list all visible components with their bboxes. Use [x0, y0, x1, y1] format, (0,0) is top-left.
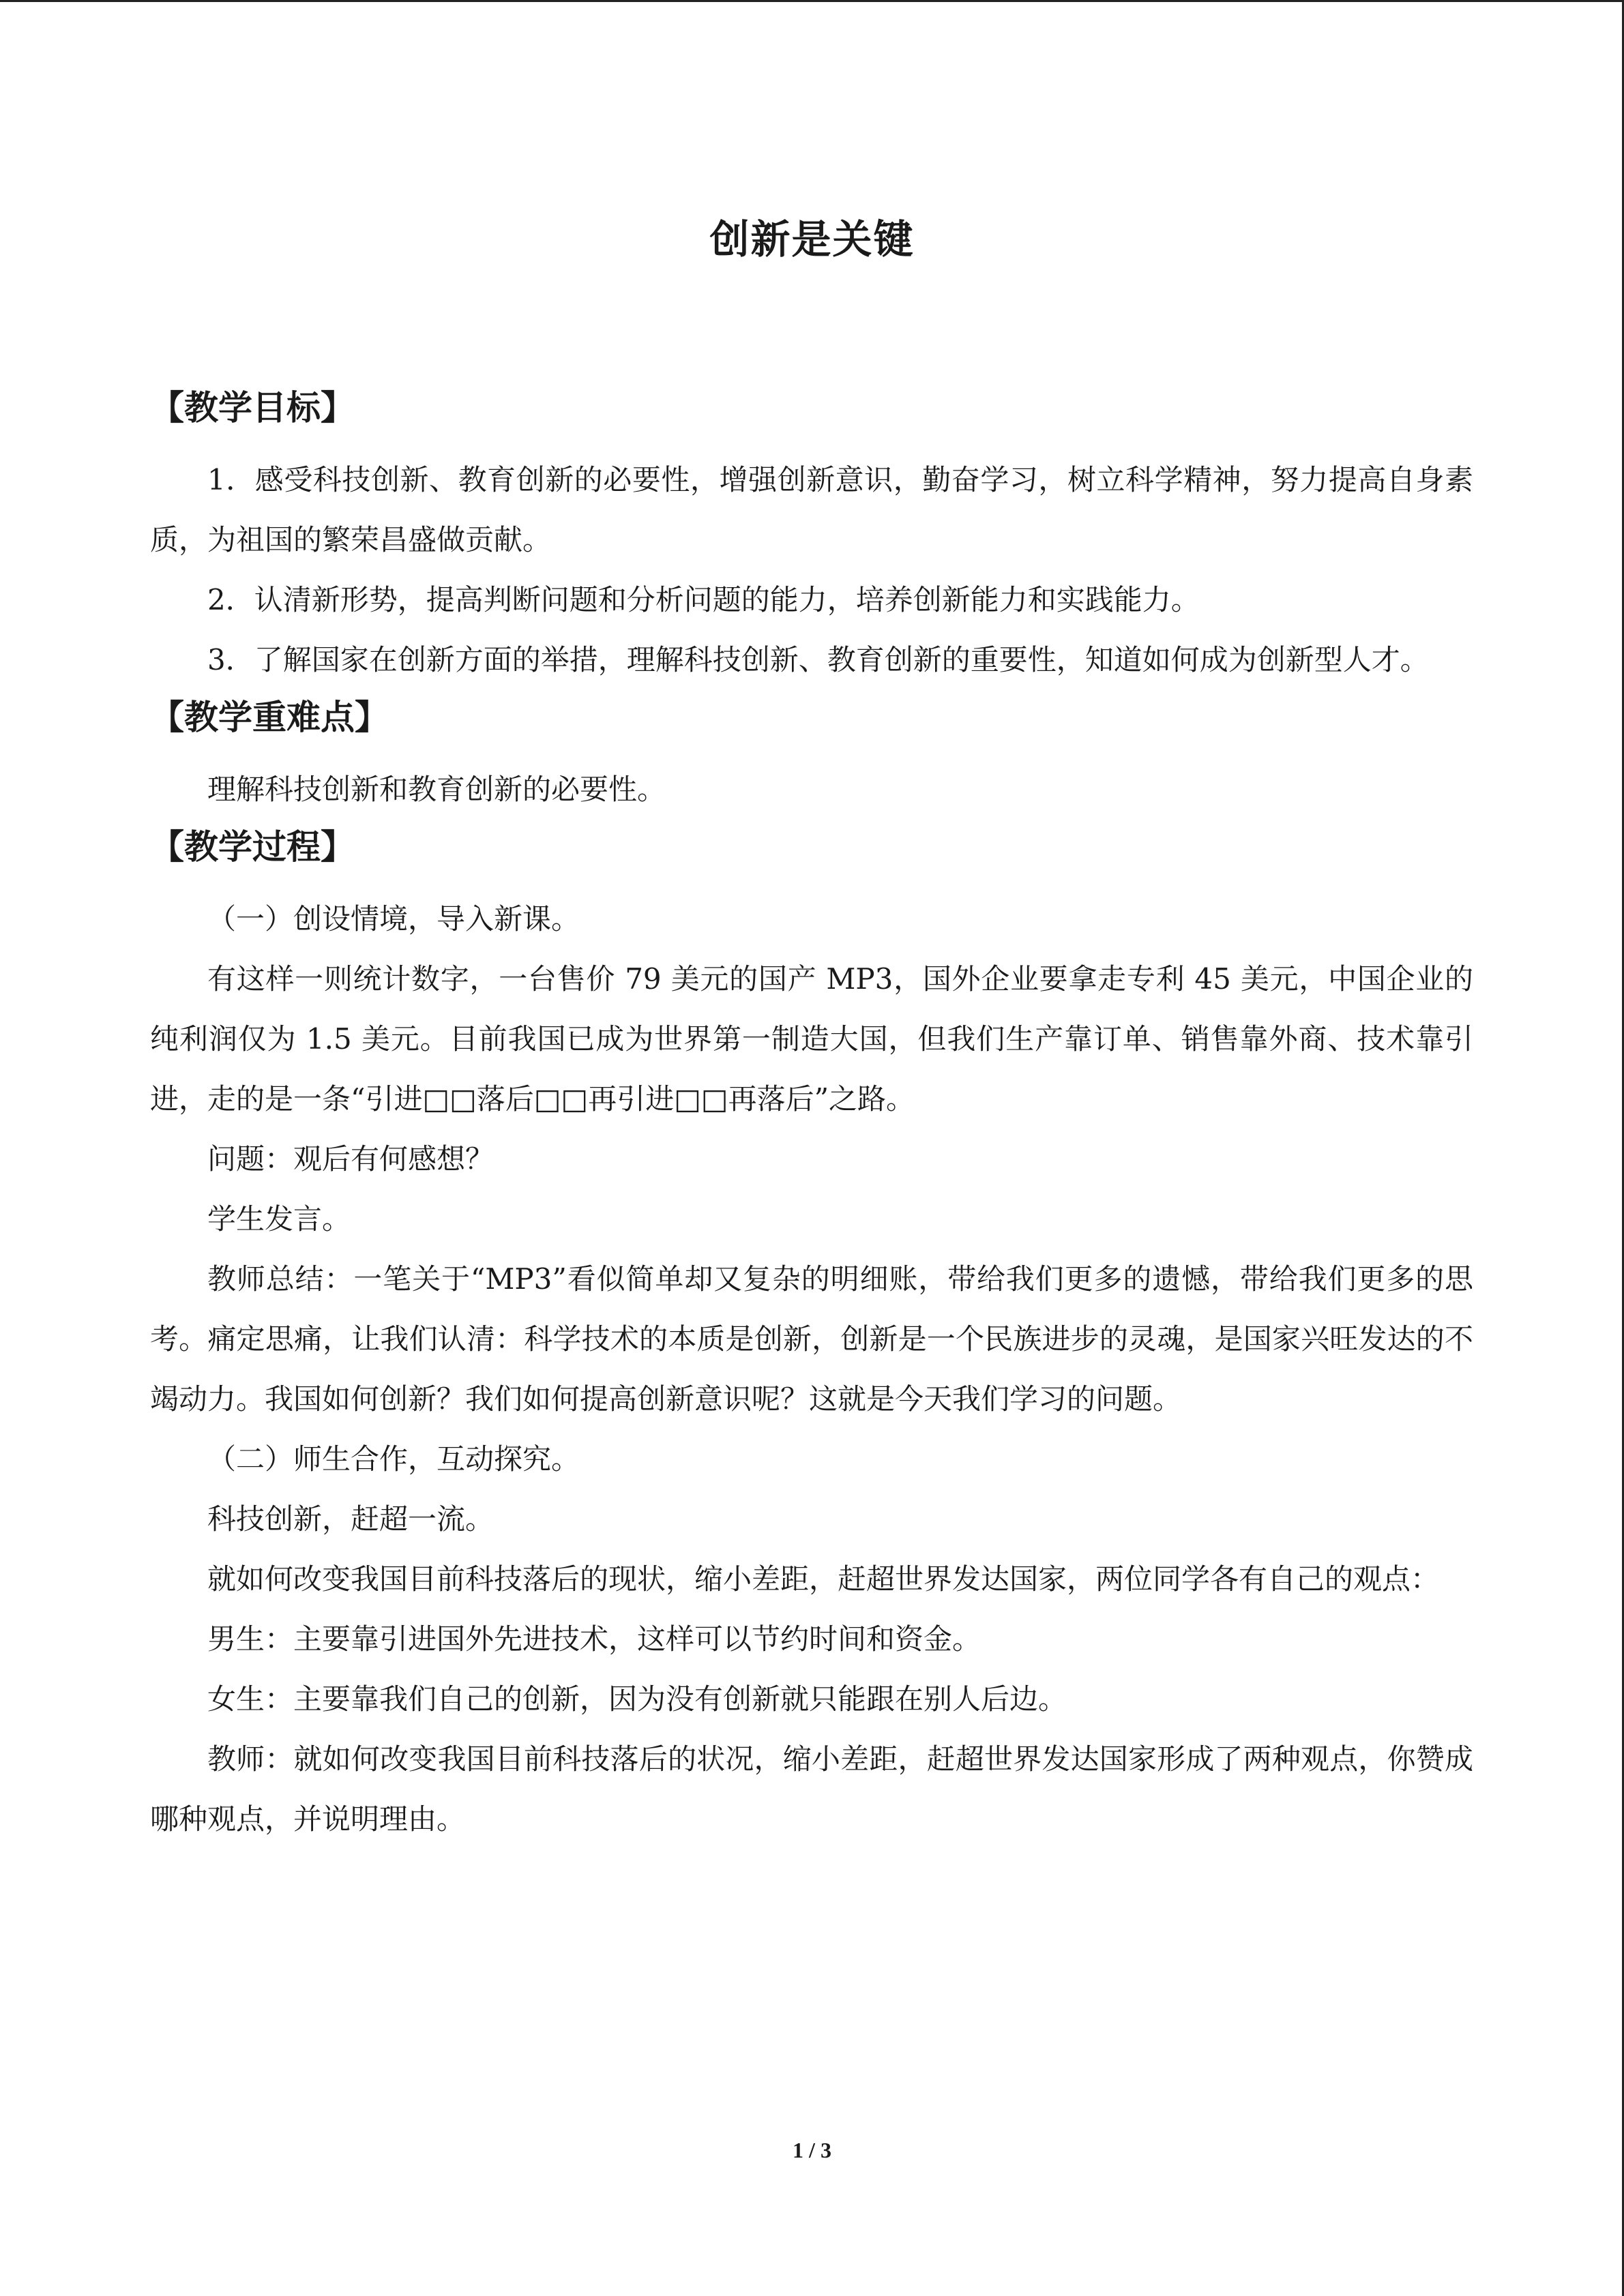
spacer: [150, 442, 1473, 450]
process-paragraph: 教师：就如何改变我国目前科技落后的状况，缩小差距，赶超世界发达国家形成了两种观点，你赞成哪种观点，并说明理由。: [150, 1742, 1473, 1836]
section-heading-key-points: 【教学重难点】: [150, 698, 389, 737]
objective-item-1: 1．感受科技创新、教育创新的必要性，增强创新意识，勤奋学习，树立科学精神，努力提高自身素质，为祖国的繁荣昌盛做贡献。: [150, 463, 1473, 556]
key-points-text: 理解科技创新和教育创新的必要性。: [207, 773, 666, 806]
section-heading-process: 【教学过程】: [150, 827, 355, 867]
process-paragraph: 学生发言。: [207, 1202, 351, 1236]
section-heading-objectives: 【教学目标】: [150, 388, 355, 428]
process-paragraph: 教师总结：一笔关于“MP3”看似简单却又复杂的明细账，带给我们更多的遗憾，带给我们更多的思考。痛定思痛，让我们认清：科学技术的本质是创新，创新是一个民族进步的灵魂，是国家兴旺发达的不竭动力。我国如何创新？我们如何提高创新意识呢？这就是今天我们学习的问题。: [150, 1262, 1473, 1416]
spacer: [150, 751, 1473, 760]
process-paragraph: 科技创新，赶超一流。: [207, 1502, 494, 1536]
page-number: 1 / 3: [793, 2138, 831, 2162]
process-paragraph: 问题：观后有何感想？: [207, 1142, 494, 1176]
process-paragraph: 有这样一则统计数字，一台售价 79 美元的国产 MP3，国外企业要拿走专利 45 美元，中国企业的纯利润仅为 1.5 美元。目前我国已成为世界第一制造大国，但我们生产靠订单、销售靠外商、技术靠引进，走的是一条“引进□□落后□□再引进□□再落后”之路。: [150, 962, 1473, 1116]
process-paragraph: 女生：主要靠我们自己的创新，因为没有创新就只能跟在别人后边。: [207, 1682, 1067, 1716]
process-paragraph: （二）师生合作，互动探究。: [207, 1442, 580, 1476]
process-paragraph: （一）创设情境，导入新课。: [207, 902, 580, 936]
process-paragraph: 男生：主要靠引进国外先进技术，这样可以节约时间和资金。: [207, 1622, 981, 1656]
objective-item-3: 3．了解国家在创新方面的举措，理解科技创新、教育创新的重要性，知道如何成为创新型人才。: [207, 643, 1429, 676]
objective-item-2: 2．认清新形势，提高判断问题和分析问题的能力，培养创新能力和实践能力。: [207, 583, 1200, 616]
document-body: [150, 381, 1473, 1849]
document-title: 创新是关键: [709, 216, 915, 263]
spacer: [150, 881, 1473, 889]
process-paragraph: 就如何改变我国目前科技落后的现状，缩小差距，赶超世界发达国家，两位同学各有自己的观点：: [207, 1562, 1440, 1596]
